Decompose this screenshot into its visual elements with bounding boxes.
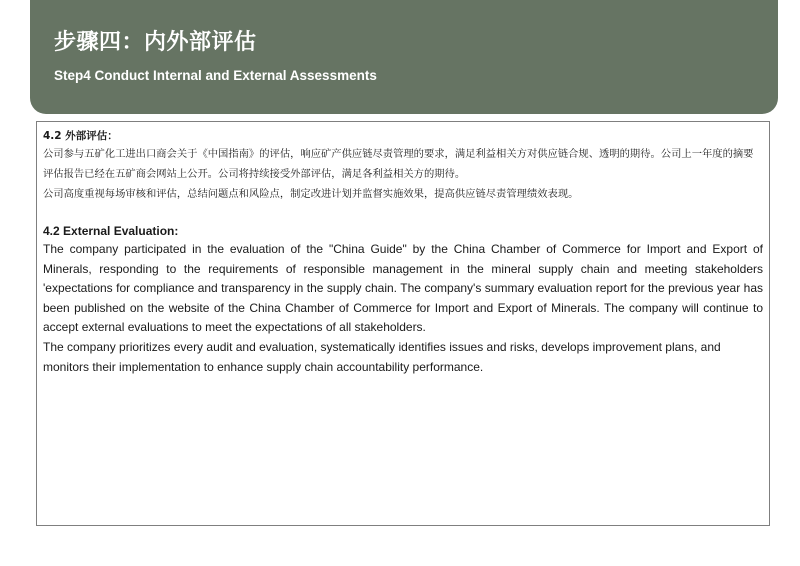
- header-banner: [30, 0, 778, 114]
- page-subtitle: Step4 Conduct Internal and External Assessments: [54, 68, 377, 83]
- paragraph-cn-2: 公司高度重视每场审核和评估，总结问题点和风险点，制定改进计划并监督实施效果，提高供应链尽责管理绩效表现。: [43, 188, 579, 200]
- section-heading-cn: 4.2 外部评估：: [43, 130, 118, 142]
- section-heading-en: 4.2 External Evaluation:: [43, 224, 179, 238]
- paragraph-en-1: The company participated in the evaluation of the "China Guide" by the China Chamber of Commerce for Import and Export of Minerals, responding to the requirements of responsible management in the mineral supply chain and meeting stakeholders 'expectations for compliance and transparency in the supply chain. The company's summary evaluation report for the previous year has been published on the website of the China Chamber of Commerce for Import and Export of Minerals. The company will continue to accept external evaluations to meet the expectations of all stakeholders.: [43, 242, 763, 335]
- page-title: 步骤四：内外部评估: [54, 30, 257, 55]
- content-box: [36, 121, 770, 526]
- section-spacer: [43, 204, 763, 222]
- paragraph-en-2: The company prioritizes every audit and evaluation, systematically identifies issues and risks, develops improvement plans, and monitors their implementation to enhance supply chain accountability performance.: [43, 339, 721, 374]
- paragraph-cn-1: 公司参与五矿化工进出口商会关于《中国指南》的评估，响应矿产供应链尽责管理的要求，满足利益相关方对供应链合规、透明的期待。公司上一年度的摘要评估报告已经在五矿商会网站上公开。公司将持续接受外部评估，满足各利益相关方的期待。: [43, 148, 754, 180]
